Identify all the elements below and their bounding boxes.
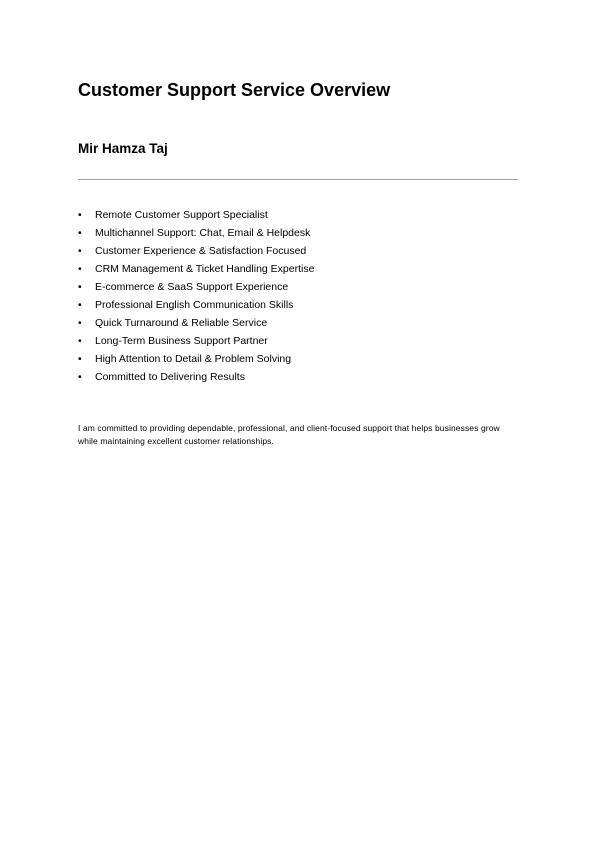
bullet-icon: • [78, 263, 82, 275]
bullet-icon: • [78, 281, 82, 293]
bullet-icon: • [78, 245, 82, 257]
bullet-icon: • [78, 299, 82, 311]
list-item-text: Remote Customer Support Specialist [95, 209, 268, 221]
list-item-text: Multichannel Support: Chat, Email & Helpdesk [95, 227, 311, 239]
bullet-icon: • [78, 335, 82, 347]
list-item-text: E-commerce & SaaS Support Experience [95, 281, 289, 293]
bullet-icon: • [78, 209, 82, 221]
list-item-text: High Attention to Detail & Problem Solving [95, 353, 292, 365]
bullet-icon: • [78, 317, 82, 329]
list-item-text: CRM Management & Ticket Handling Expertise [95, 263, 315, 275]
list-item-text: Customer Experience & Satisfaction Focused [95, 245, 307, 257]
section-divider [78, 179, 518, 180]
closing-statement: I am committed to providing dependable, professional, and client-focused support that helps businesses grow while maintaining excellent customer relationships. [78, 423, 500, 446]
document-title: Customer Support Service Overview [78, 80, 391, 100]
bullet-icon: • [78, 227, 82, 239]
list-item-text: Long-Term Business Support Partner [95, 335, 268, 347]
bullet-icon: • [78, 353, 82, 365]
bullet-icon: • [78, 371, 82, 383]
list-item-text: Professional English Communication Skills [95, 299, 294, 311]
author-name: Mir Hamza Taj [78, 141, 168, 156]
list-item-text: Quick Turnaround & Reliable Service [95, 317, 268, 329]
list-item-text: Committed to Delivering Results [95, 371, 245, 383]
